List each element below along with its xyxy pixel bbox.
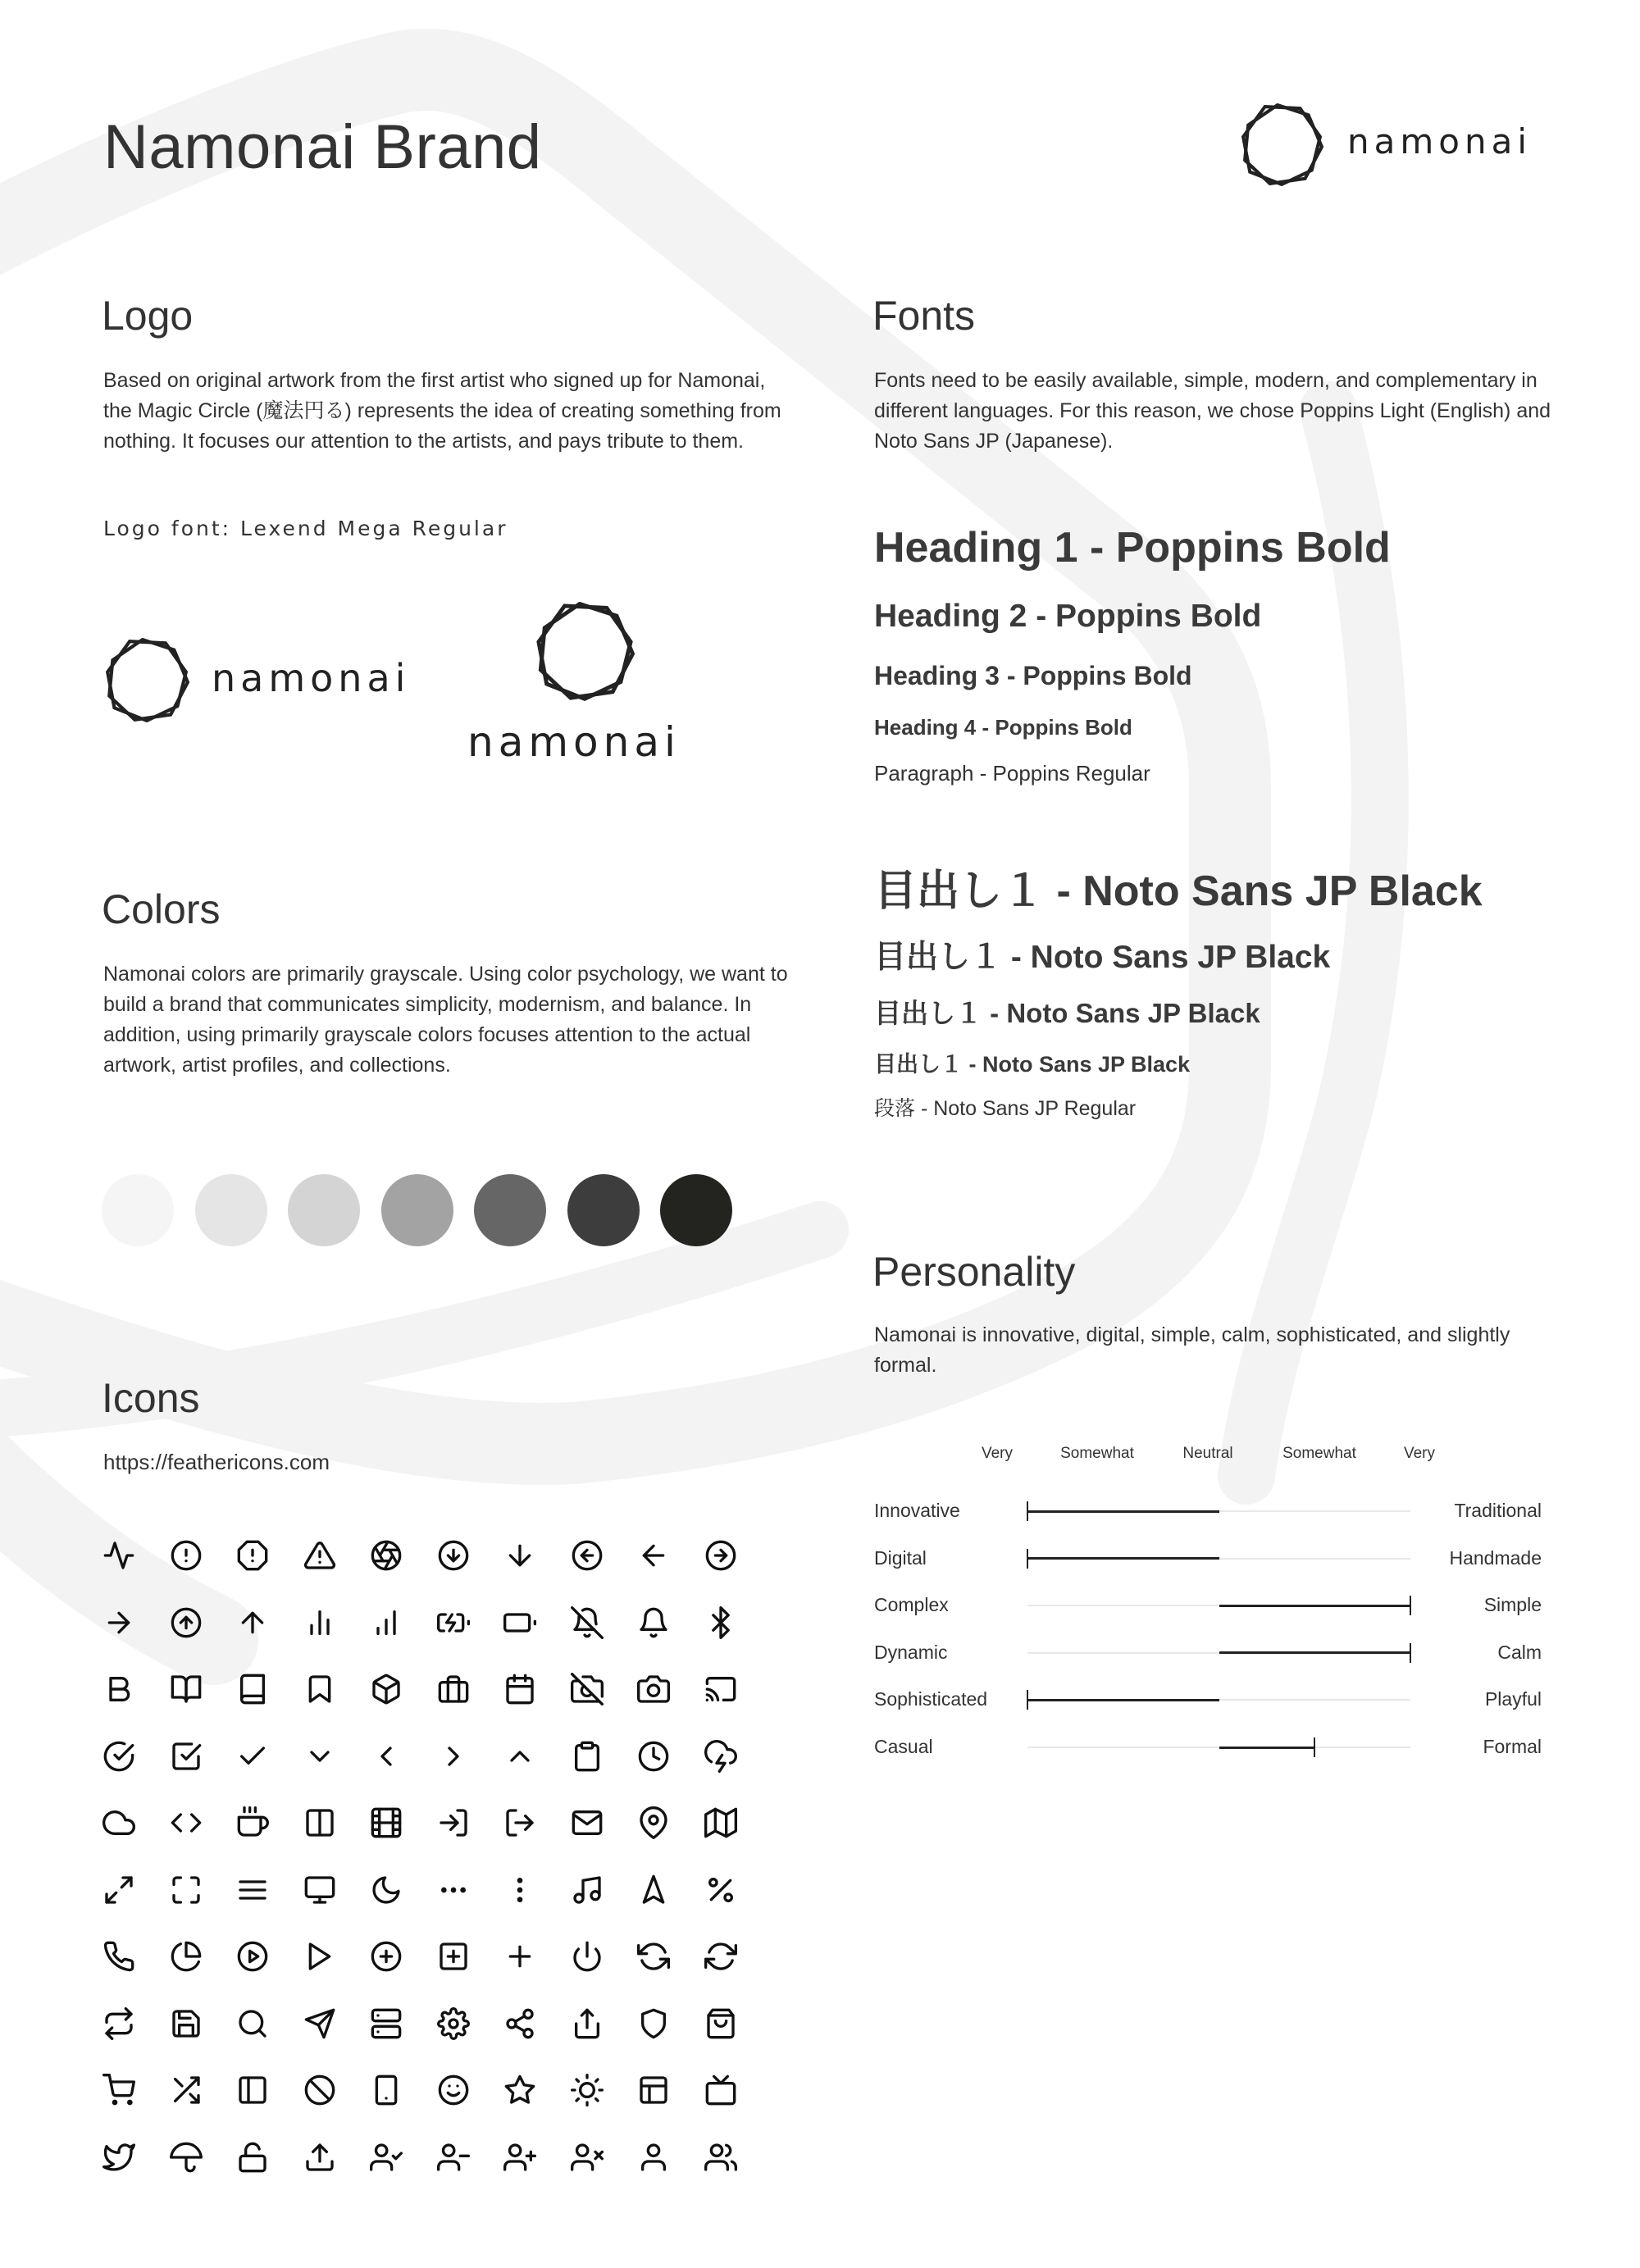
activity-icon bbox=[102, 1539, 135, 1572]
coffee-icon bbox=[236, 1806, 269, 1839]
user-x-icon bbox=[571, 2141, 604, 2174]
chevron-right-icon bbox=[437, 1740, 470, 1773]
camera-off-icon bbox=[571, 1673, 604, 1706]
magic-circle-logo-icon bbox=[102, 638, 192, 723]
maximize-icon bbox=[170, 1874, 203, 1906]
user-minus-icon bbox=[437, 2141, 470, 2174]
navigation-2-icon bbox=[637, 1874, 670, 1906]
save-icon bbox=[170, 2007, 203, 2040]
smile-icon bbox=[437, 2074, 470, 2106]
trait-bar bbox=[1219, 1605, 1411, 1607]
scale-label-neutral: Neutral bbox=[1182, 1445, 1233, 1462]
chevron-left-icon bbox=[370, 1740, 403, 1773]
cloud-icon bbox=[102, 1806, 135, 1839]
bell-icon bbox=[637, 1606, 670, 1639]
scale-label-somewhat-right: Somewhat bbox=[1282, 1445, 1356, 1462]
alert-triangle-icon bbox=[303, 1539, 336, 1572]
clipboard-icon bbox=[571, 1740, 604, 1773]
film-icon bbox=[370, 1806, 403, 1839]
user-icon bbox=[637, 2141, 670, 2174]
arrow-up-icon bbox=[236, 1606, 269, 1639]
trait-right-label: Traditional bbox=[1454, 1500, 1542, 1521]
smartphone-icon bbox=[370, 2074, 403, 2106]
arrow-right-icon bbox=[102, 1606, 135, 1639]
repeat-icon bbox=[102, 2007, 135, 2040]
cast-icon bbox=[704, 1673, 737, 1706]
arrow-down-circle-icon bbox=[437, 1539, 470, 1572]
shield-icon bbox=[637, 2007, 670, 2040]
power-icon bbox=[571, 1940, 604, 1973]
scale-label-somewhat-left: Somewhat bbox=[1060, 1445, 1134, 1462]
logo-wordmark-stacked: namonai bbox=[467, 718, 681, 766]
columns-icon bbox=[303, 1806, 336, 1839]
font-sample-paragraph: Paragraph - Poppins Regular bbox=[874, 761, 1150, 786]
tv-icon bbox=[704, 2074, 737, 2106]
font-sample-jp-h4: 目出し１ - Noto Sans JP Black bbox=[874, 1052, 1191, 1077]
refresh-cw-icon bbox=[704, 1940, 737, 1973]
music-icon bbox=[571, 1874, 604, 1906]
font-sample-h1: Heading 1 - Poppins Bold bbox=[874, 524, 1391, 572]
chevron-down-icon bbox=[303, 1740, 336, 1773]
scale-label-very-left: Very bbox=[981, 1445, 1014, 1462]
scale-label-very-right: Very bbox=[1403, 1445, 1436, 1462]
trait-marker bbox=[1314, 1737, 1315, 1757]
trait-left-label: Innovative bbox=[874, 1500, 960, 1521]
map-icon bbox=[704, 1806, 737, 1839]
upload-icon bbox=[303, 2141, 336, 2174]
colors-paragraph: Namonai colors are primarily grayscale. Using color psychology, we want to build a brand that communicates simplicity, modernism, and balance. In addition, using primarily grayscale colors focuses attention to the actual artwork, artist profiles, and collections. bbox=[103, 963, 788, 1077]
font-sample-jp-h2: 目出し１ - Noto Sans JP Black bbox=[874, 940, 1331, 975]
trait-right-label: Formal bbox=[1483, 1736, 1542, 1757]
bar-chart-icon bbox=[370, 1606, 403, 1639]
alert-octagon-icon bbox=[236, 1539, 269, 1572]
arrow-down-icon bbox=[503, 1539, 536, 1572]
shopping-cart-icon bbox=[102, 2074, 135, 2106]
fonts-paragraph: Fonts need to be easily available, simple, modern, and complementary in different languages. For this reason, we chose Poppins Light (English) and Noto Sans JP (Japanese). bbox=[874, 369, 1551, 453]
feathericons-link[interactable]: https://feathericons.com bbox=[103, 1450, 330, 1474]
colors-heading: Colors bbox=[102, 886, 221, 932]
more-vertical-icon bbox=[503, 1874, 536, 1906]
trait-left-label: Sophisticated bbox=[874, 1688, 988, 1710]
color-swatch bbox=[567, 1174, 640, 1246]
color-swatch bbox=[660, 1174, 732, 1246]
sidebar-icon bbox=[236, 2074, 269, 2106]
box-icon bbox=[370, 1673, 403, 1706]
logo-wordmark-horizontal: namonai bbox=[212, 656, 411, 700]
shuffle-icon bbox=[170, 2074, 203, 2106]
code-icon bbox=[170, 1806, 203, 1839]
share-icon bbox=[571, 2007, 604, 2040]
trait-right-label: Playful bbox=[1484, 1688, 1542, 1710]
personality-paragraph: Namonai is innovative, digital, simple, calm, sophisticated, and slightly formal. bbox=[874, 1323, 1510, 1377]
page-title: Namonai Brand bbox=[103, 112, 542, 182]
font-sample-jp-h1: 目出し１ - Noto Sans JP Black bbox=[874, 868, 1483, 915]
check-square-icon bbox=[170, 1740, 203, 1773]
mail-icon bbox=[571, 1806, 604, 1839]
user-plus-icon bbox=[503, 2141, 536, 2174]
briefcase-icon bbox=[437, 1673, 470, 1706]
personality-heading: Personality bbox=[872, 1249, 1076, 1295]
arrow-left-icon bbox=[637, 1539, 670, 1572]
calendar-icon bbox=[503, 1673, 536, 1706]
search-icon bbox=[236, 2007, 269, 2040]
log-in-icon bbox=[437, 1806, 470, 1839]
book-open-icon bbox=[170, 1673, 203, 1706]
bluetooth-icon bbox=[704, 1606, 737, 1639]
trait-right-label: Simple bbox=[1483, 1594, 1542, 1616]
refresh-ccw-icon bbox=[637, 1940, 670, 1973]
magic-circle-logo-icon bbox=[1237, 103, 1327, 187]
slash-icon bbox=[303, 2074, 336, 2106]
pie-chart-icon bbox=[170, 1940, 203, 1973]
plus-square-icon bbox=[437, 1940, 470, 1973]
alert-circle-icon bbox=[170, 1539, 203, 1572]
aperture-icon bbox=[370, 1539, 403, 1572]
book-icon bbox=[236, 1673, 269, 1706]
umbrella-icon bbox=[170, 2141, 203, 2174]
magic-circle-logo-icon-stacked bbox=[531, 602, 638, 702]
trait-bar bbox=[1219, 1651, 1411, 1654]
trait-marker bbox=[1410, 1643, 1411, 1663]
layout-icon bbox=[637, 2074, 670, 2106]
maximize-2-icon bbox=[102, 1874, 135, 1906]
shopping-bag-icon bbox=[704, 2007, 737, 2040]
trait-left-label: Complex bbox=[874, 1594, 949, 1616]
share-2-icon bbox=[503, 2007, 536, 2040]
font-sample-jp-paragraph: 段落 - Noto Sans JP Regular bbox=[874, 1097, 1137, 1120]
trait-right-label: Calm bbox=[1497, 1641, 1542, 1663]
phone-icon bbox=[102, 1940, 135, 1973]
clock-icon bbox=[637, 1740, 670, 1773]
battery-charging-icon bbox=[437, 1606, 470, 1639]
users-icon bbox=[704, 2141, 737, 2174]
send-icon bbox=[303, 2007, 336, 2040]
settings-icon bbox=[437, 2007, 470, 2040]
trait-marker bbox=[1027, 1549, 1028, 1569]
trait-right-label: Handmade bbox=[1449, 1546, 1542, 1569]
arrow-left-circle-icon bbox=[571, 1539, 604, 1572]
trait-bar bbox=[1027, 1699, 1219, 1701]
logo-wordmark: namonai bbox=[1347, 121, 1532, 162]
chevron-up-icon bbox=[503, 1740, 536, 1773]
icons-heading: Icons bbox=[102, 1375, 200, 1421]
play-icon bbox=[303, 1940, 336, 1973]
logo-font-note: Logo font: Lexend Mega Regular bbox=[103, 517, 508, 540]
log-out-icon bbox=[503, 1806, 536, 1839]
sun-icon bbox=[571, 2074, 604, 2106]
bold-icon bbox=[102, 1673, 135, 1706]
trait-left-label: Dynamic bbox=[874, 1641, 948, 1663]
font-sample-h3: Heading 3 - Poppins Bold bbox=[874, 661, 1192, 690]
arrow-right-circle-icon bbox=[704, 1539, 737, 1572]
trait-marker bbox=[1027, 1690, 1028, 1710]
camera-icon bbox=[637, 1673, 670, 1706]
color-swatch bbox=[288, 1174, 360, 1246]
bar-chart-2-icon bbox=[303, 1606, 336, 1639]
color-swatch bbox=[195, 1174, 267, 1246]
user-check-icon bbox=[370, 2141, 403, 2174]
plus-circle-icon bbox=[370, 1940, 403, 1973]
logo-heading: Logo bbox=[102, 293, 194, 339]
menu-icon bbox=[236, 1874, 269, 1906]
check-icon bbox=[236, 1740, 269, 1773]
bell-off-icon bbox=[571, 1606, 604, 1639]
trait-bar bbox=[1219, 1747, 1315, 1749]
percent-icon bbox=[704, 1874, 737, 1906]
color-swatch bbox=[102, 1174, 174, 1246]
star-icon bbox=[503, 2074, 536, 2106]
plus-icon bbox=[503, 1940, 536, 1973]
cloud-lightning-icon bbox=[704, 1740, 737, 1773]
more-horizontal-icon bbox=[437, 1874, 470, 1906]
server-icon bbox=[370, 2007, 403, 2040]
check-circle-icon bbox=[102, 1740, 135, 1773]
trait-marker bbox=[1410, 1596, 1411, 1615]
trait-bar bbox=[1027, 1510, 1219, 1513]
font-sample-h4: Heading 4 - Poppins Bold bbox=[874, 715, 1132, 740]
trait-marker bbox=[1027, 1501, 1028, 1521]
arrow-up-circle-icon bbox=[170, 1606, 203, 1639]
bookmark-icon bbox=[303, 1673, 336, 1706]
fonts-heading: Fonts bbox=[872, 293, 976, 339]
logo-paragraph: Based on original artwork from the first artist who signed up for Namonai, the Magic Circle (魔法円る) represents the idea of creating something from nothing. It focuses our attention to the artists, and pays tribute to them. bbox=[103, 369, 781, 453]
twitter-icon bbox=[102, 2141, 135, 2174]
play-circle-icon bbox=[236, 1940, 269, 1973]
map-pin-icon bbox=[637, 1806, 670, 1839]
monitor-icon bbox=[303, 1874, 336, 1906]
unlock-icon bbox=[236, 2141, 269, 2174]
trait-left-label: Casual bbox=[874, 1736, 933, 1757]
color-swatch bbox=[381, 1174, 453, 1246]
trait-bar bbox=[1027, 1557, 1219, 1560]
moon-icon bbox=[370, 1874, 403, 1906]
font-sample-h2: Heading 2 - Poppins Bold bbox=[874, 599, 1262, 634]
font-sample-jp-h3: 目出し１ - Noto Sans JP Black bbox=[874, 998, 1260, 1028]
color-swatch bbox=[474, 1174, 546, 1246]
trait-left-label: Digital bbox=[874, 1546, 927, 1569]
battery-icon bbox=[503, 1606, 536, 1639]
